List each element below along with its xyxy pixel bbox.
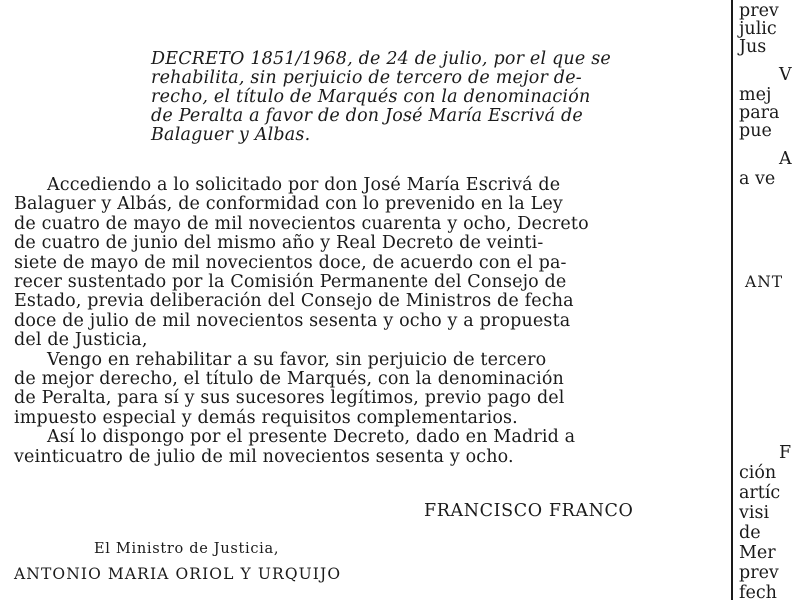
fragment-text: prev [739,1,779,21]
signature: FRANCISCO FRANCO [424,501,634,521]
fragment-text: mej [739,85,772,105]
body-line: impuesto especial y demás requisitos complementarios. [14,407,518,428]
title-line: recho, el título de Marqués con la denominación [151,87,591,107]
body-line: de cuatro de junio del mismo año y Real Decreto de veinti- [14,233,544,254]
body-line: doce de julio de mil novecientos sesenta y ocho y a propuesta [14,310,571,331]
body-line: Así lo dispongo por el presente Decreto, dado en Madrid a [47,427,576,448]
fragment-text: para [739,103,780,123]
fragment-text: a ve [739,169,776,189]
fragment-text: pue [739,121,772,141]
fragment-text: A [779,149,792,169]
paragraph-3 [14,428,712,467]
paragraph-2 [14,351,712,429]
fragment-text: Jus [739,37,767,57]
fragment-text: de [739,523,761,543]
minister-name: ANTONIO MARIA ORIOL Y URQUIJO [14,565,342,583]
body-line: de Peralta, para sí y sus sucesores legítimos, previo pago del [14,388,565,409]
fragment-text: prev [739,563,779,583]
adjacent-column-fragment [739,0,792,603]
decree-title [151,50,711,145]
title-line: DECRETO 1851/1968, de 24 de julio, por el que se [151,49,611,69]
body-line: Balaguer y Albás, de conformidad con lo prevenido en la Ley [14,194,563,215]
fragment-text: visi [739,503,770,523]
title-line: rehabilita, sin perjuicio de tercero de mejor de- [151,68,582,88]
fragment-text: fech [739,583,777,603]
fragment-text: ción [739,463,777,483]
decree-body [14,176,712,467]
body-line: siete de mayo de mil novecientos doce, de acuerdo con el pa- [14,252,567,273]
fragment-text: V [779,65,792,85]
body-line: de cuatro de mayo de mil novecientos cuarenta y ocho, Decreto [14,213,589,234]
body-line: del de Justicia, [14,330,148,351]
fragment-text: ANT [745,273,784,291]
title-line: de Peralta a favor de don José María Escrivá de [151,106,583,126]
fragment-text: artíc [739,483,781,503]
column-divider [731,0,733,600]
body-line: veinticuatro de julio de mil novecientos sesenta y ocho. [14,446,514,467]
title-line: Balaguer y Albas. [151,125,311,145]
fragment-text: F [779,443,792,463]
body-line: Accediendo a lo solicitado por don José María Escrivá de [47,175,561,195]
body-line: recer sustentado por la Comisión Permanente del Consejo de [14,272,567,293]
body-line: Vengo en rehabilitar a su favor, sin perjuicio de tercero [47,349,547,370]
paragraph-1 [14,176,712,351]
body-line: de mejor derecho, el título de Marqués, con la denominación [14,369,564,390]
fragment-text: julic [739,19,777,39]
body-line: Estado, previa deliberación del Consejo de Ministros de fecha [14,291,574,312]
minister-role: El Ministro de Justicia, [94,541,280,557]
fragment-text: Mer [739,543,776,563]
